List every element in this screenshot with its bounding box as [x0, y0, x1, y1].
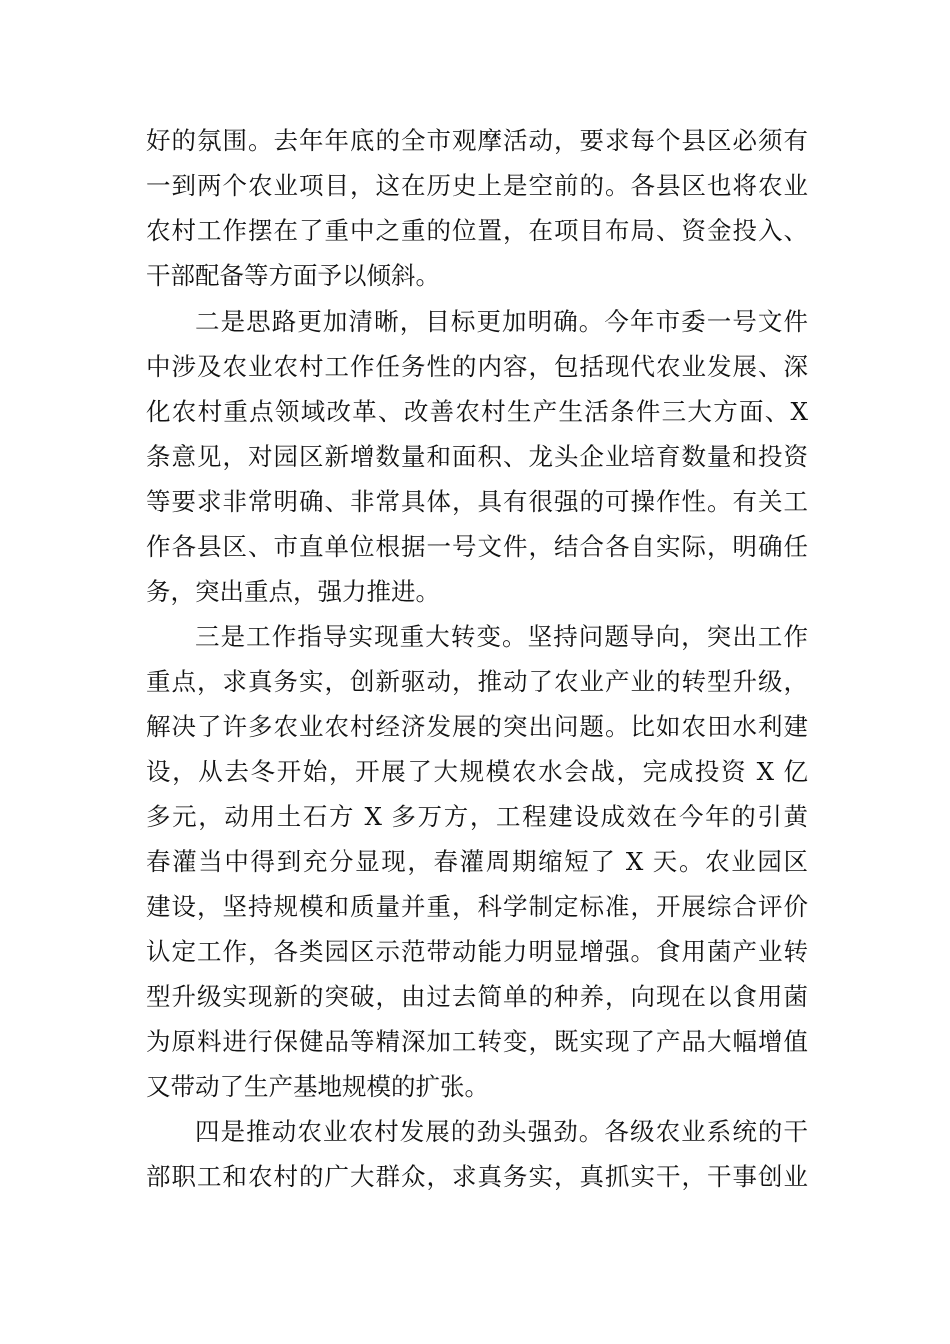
paragraph-3-line-2: 重点，求真务实，创新驱动，推动了农业产业的转型升级，	[146, 667, 808, 696]
paragraph-3-line-5: 多元，动用土石方 X 多万方，工程建设成效在今年的引黄	[146, 802, 808, 831]
paragraph-4-line-1: 四是推动农业农村发展的劲头强劲。各级农业系统的干	[195, 1117, 808, 1146]
paragraph-2-line-3: 化农村重点领域改革、改善农村生产生活条件三大方面、X	[146, 397, 808, 426]
paragraph-2-line-1: 二是思路更加清晰，目标更加明确。今年市委一号文件	[195, 307, 808, 336]
paragraph-3-line-1: 三是工作指导实现重大转变。坚持问题导向，突出工作	[195, 622, 808, 651]
paragraph-3-line-10: 为原料进行保健品等精深加工转变，既实现了产品大幅增值	[146, 1027, 808, 1056]
paragraph-2-line-6: 作各县区、市直单位根据一号文件，结合各自实际，明确任	[146, 532, 808, 561]
paragraph-2-line-7: 务，突出重点，强力推进。	[146, 577, 440, 606]
paragraph-3-line-9: 型升级实现新的突破，由过去简单的种养，向现在以食用菌	[146, 982, 808, 1011]
paragraph-4-line-2: 部职工和农村的广大群众，求真务实，真抓实干，干事创业	[146, 1162, 808, 1191]
paragraph-2-line-2: 中涉及农业农村工作任务性的内容，包括现代农业发展、深	[146, 352, 808, 381]
paragraph-2-line-5: 等要求非常明确、非常具体，具有很强的可操作性。有关工	[146, 487, 808, 516]
paragraph-3-line-3: 解决了许多农业农村经济发展的突出问题。比如农田水利建	[146, 712, 808, 741]
paragraph-3-line-8: 认定工作，各类园区示范带动能力明显增强。食用菌产业转	[146, 937, 808, 966]
paragraph-3-line-4: 设，从去冬开始，开展了大规模农水会战，完成投资 X 亿	[146, 757, 808, 786]
paragraph-1-line-2: 一到两个农业项目，这在历史上是空前的。各县区也将农业	[146, 171, 808, 200]
paragraph-3-line-7: 建设，坚持规模和质量并重，科学制定标准，开展综合评价	[146, 892, 808, 921]
paragraph-1-line-3: 农村工作摆在了重中之重的位置，在项目布局、资金投入、	[146, 216, 808, 245]
paragraph-3-line-11: 又带动了生产基地规模的扩张。	[146, 1072, 489, 1101]
paragraph-1-line-4: 干部配备等方面予以倾斜。	[146, 261, 440, 290]
paragraph-3-line-6: 春灌当中得到充分显现，春灌周期缩短了 X 天。农业园区	[146, 847, 808, 876]
paragraph-2-line-4: 条意见，对园区新增数量和面积、龙头企业培育数量和投资	[146, 442, 808, 471]
paragraph-1-line-1: 好的氛围。去年年底的全市观摩活动，要求每个县区必须有	[146, 126, 808, 155]
